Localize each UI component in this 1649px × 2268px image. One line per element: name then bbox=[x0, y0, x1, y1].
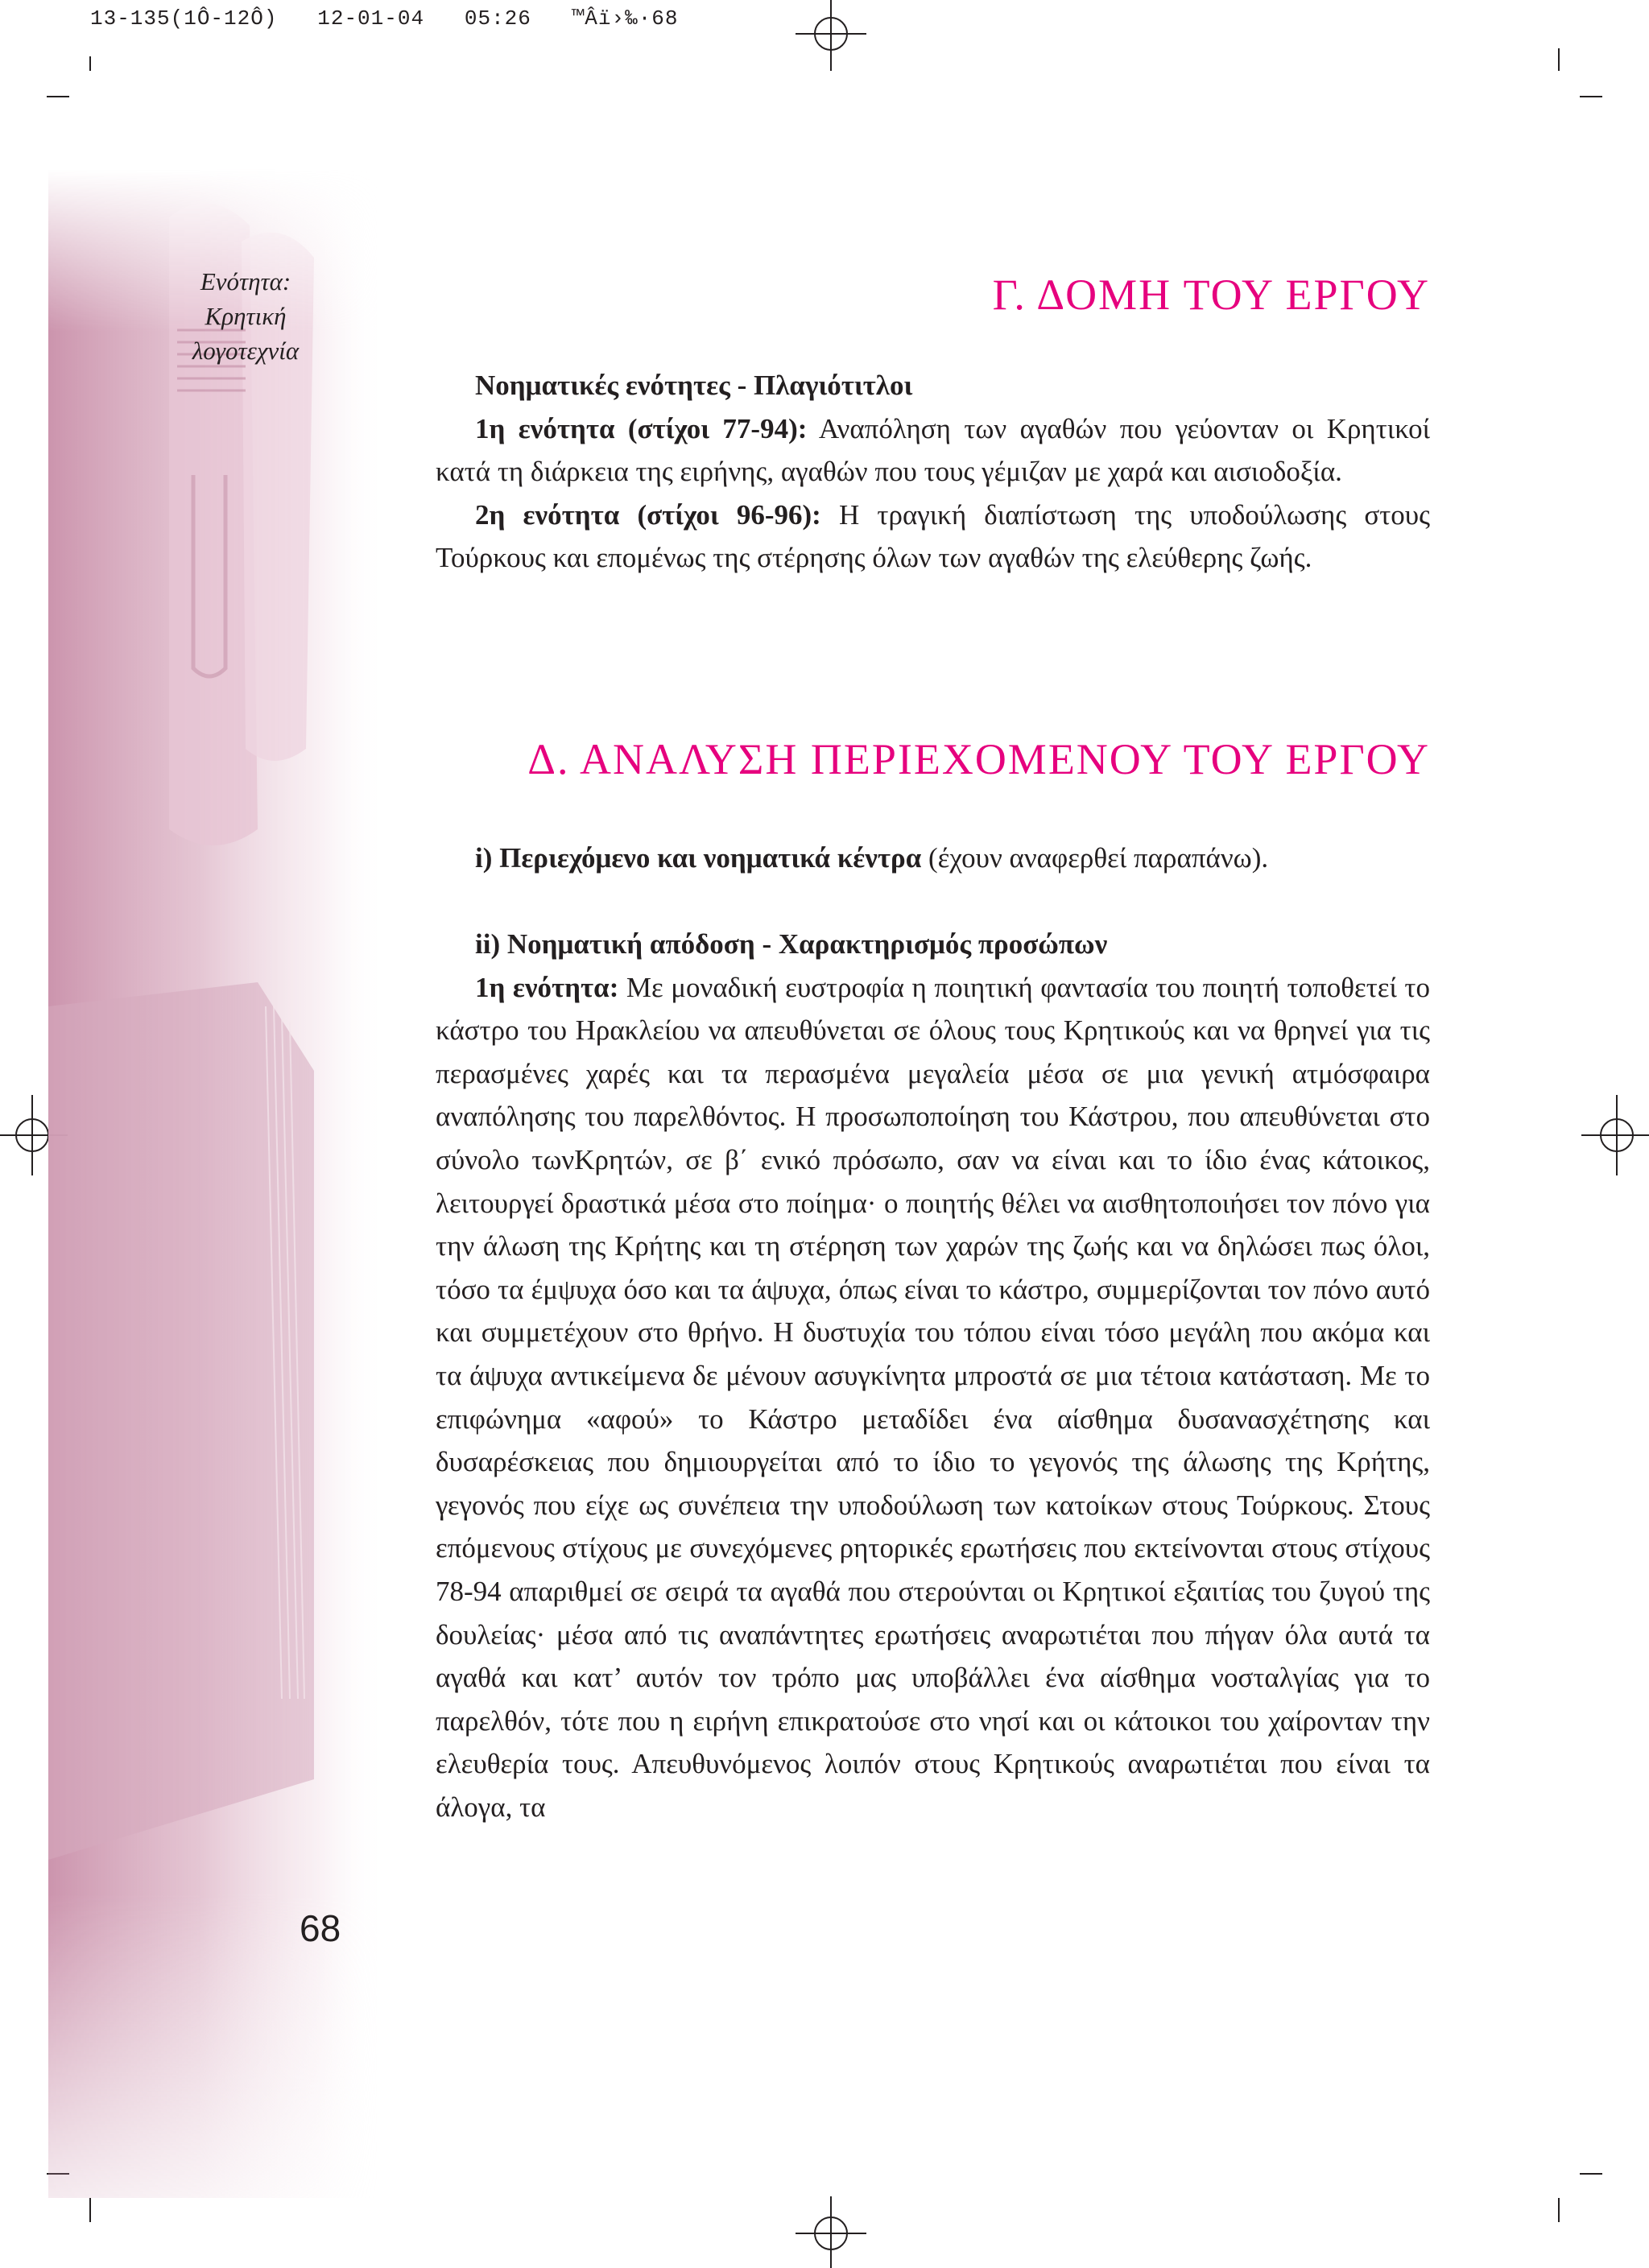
paragraph-item-i bbox=[436, 837, 1430, 880]
unit-1-text: Αναπόληση των αγαθών που γεύονταν οι Κρητικοί κατά τη διάρκεια της ειρήνης, αγαθών που τους γέμιζαν με χαρά και αισιοδοξία. bbox=[436, 412, 1431, 488]
category-line-1: Ενότητα: bbox=[200, 267, 291, 295]
page-number: 68 bbox=[300, 1907, 341, 1949]
category-line-2: Κρητική bbox=[205, 302, 287, 330]
paragraph-unit-1 bbox=[436, 407, 1430, 494]
analysis-item-ii bbox=[436, 923, 1430, 1828]
section-structure-body bbox=[436, 364, 1430, 580]
section-heading-analysis: Δ. ΑΝΑΛΥΣΗ ΠΕΡΙΕΧΟΜΕΝΟΥ ΤΟΥ ΕΡΓΟΥ bbox=[527, 735, 1430, 783]
decorative-pen-book-image bbox=[48, 169, 386, 2198]
item-i-text: (έχουν αναφερθεί παραπάνω). bbox=[921, 842, 1269, 874]
category-line-3: λογοτεχνία bbox=[192, 337, 300, 365]
unit-2-text: Η τραγική διαπίστωση της υποδούλωσης στους Τούρκους και επομένως της στέρησης όλων των αγαθών της ελεύθερης ζωής. bbox=[436, 498, 1430, 574]
unit-2-label: 2η ενότητα (στίχοι 96-96): bbox=[475, 498, 821, 531]
subheading-thematic-units: Νοηματικές ενότητες - Πλαγιότιτλοι bbox=[475, 370, 913, 401]
analysis-item-i bbox=[436, 837, 1430, 880]
section-heading-structure: Γ. ΔΟΜΗ ΤΟΥ ΕΡΓΟΥ bbox=[992, 271, 1430, 319]
item-i-label: i) Περιεχόμενο και νοηματικά κέντρα bbox=[475, 842, 922, 874]
analysis-unit-1-text: Με μοναδική ευστροφία η ποιητική φαντασία του ποιητή τοποθετεί το κάστρο του Ηρακλείου να απευθύνεται σε όλους τους Κρητικούς και να θρηνεί για τις περασμένες χαρές και τα περασμένα μεγαλεία μέσα σε μια γενική ατμόσφαιρα αναπόλησης του παρελθόντος. Η προσωποποίηση του Κάστρου, που απευθύνεται στο σύνολο τωνΚρητών, σε β΄ ενικό πρόσωπο, σαν να είναι και το ίδιο ένας κάτοικος, λειτουργεί δραστικά μέσα στο ποίημα· ο ποιητής θέλει να αισθητοποιήσει τον πόνο για την άλωση της Κρήτης και τη στέρηση των χαρών της ζωής και να δηλώσει πως όλοι, τόσο τα έμψυχα όσο και τα άψυχα, όπως είναι το κάστρο, συμμερίζονται τον πόνο αυτό και συμμετέχουν στο θρήνο. Η δυστυχία του τόπου είναι τόσο μεγάλη που ακόμα και τα άψυχα αντικείμενα δε μένουν ασυγκίνητα μπροστά σε μια τέτοια κατάσταση. Με το επιφώνημα «αφού» το Κάστρο μεταδίδει ένα αίσθημα δυσανασχέτησης και δυσαρέσκειας που δημιουργείται από το ίδιο το γεγονός της άλωσης της Κρήτης, γεγονός που είχε ως συνέπεια την υποδούλωση των κατοίκων στους Τούρκους. Στους επόμενους στίχους με συνεχόμενες ρητορικές ερωτήσεις που εκτείνονται στους στίχους 78-94 απαριθμεί σε σειρά τα αγαθά που στερούνται οι Κρητικοί εξαιτίας του ζυγού της δουλείας· μέσα από τις αναπάντητες ερωτήσεις αναρωτιέται που πήγαν όλα αυτά τα αγαθά και κατ’ αυτόν τον τρόπο μας υποβάλλει ένα αίσθημα νοσταλγίας για το παρελθόν, τότε που η ειρήνη επικρατούσε στο νησί και οι κάτοικοι του χαίρονταν την ελευθερία τους. Απευθυνόμενος λοιπόν στους Κρητικούς αναρωτιέται που είναι τα άλογα, τα bbox=[436, 971, 1430, 1823]
unit-1-label: 1η ενότητα (στίχοι 77-94): bbox=[475, 412, 808, 444]
print-slug: 13-135(1Ô-12Ô) 12-01-04 05:26 ™Âï›‰·68 bbox=[90, 6, 679, 31]
analysis-unit-1-label: 1η ενότητα: bbox=[475, 971, 619, 1003]
paragraph-unit-2 bbox=[436, 494, 1430, 580]
subheading-item-ii: ii) Νοηματική απόδοση - Χαρακτηρισμός προσώπων bbox=[475, 928, 1108, 960]
paragraph-analysis-unit-1 bbox=[436, 966, 1430, 1829]
section-category-label bbox=[165, 264, 326, 368]
